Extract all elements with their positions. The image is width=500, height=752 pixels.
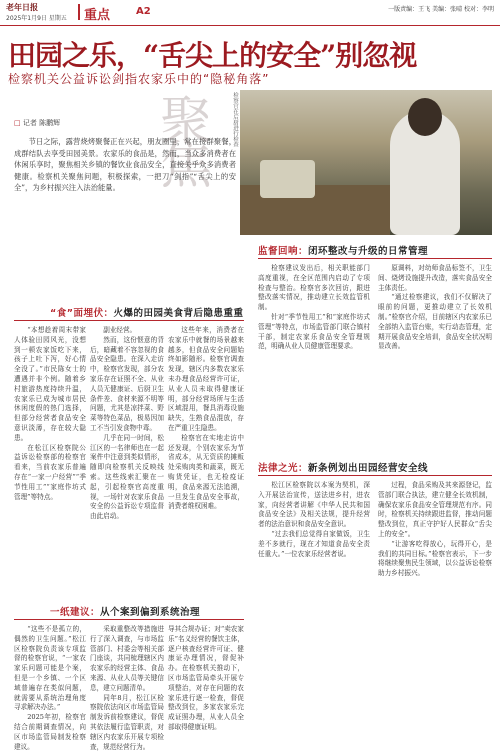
photo-head-shape: [408, 98, 442, 136]
section-rule: [14, 320, 244, 321]
section-column: [90, 326, 164, 594]
section-divider: [78, 4, 80, 20]
paragraph: “通过检察建议，我们不仅解决了眼前的问题，更推动建立了长效机制。”检察官介绍，目前辖区内农家乐已全部纳入监管台账，实行动态管理，定期开展食品安全培训，食品安全状况明显改善。: [378, 293, 492, 351]
article-photo: [240, 90, 492, 235]
section-column: 导其合规办证；对“卖农家乐”名义经营的餐饮主体，逐户核查经营许可证、健康证办理情况，督促补办。在检察机关推动下，区市场监管局牵头开展专项整治，对存在问题的农家乐进行逐一检查，督促整改到位，多家农家乐完成证照办理，从业人员全部取得健康证明。: [168, 625, 244, 731]
paragraph: 采取重整改等措施进行了深入调查，与市场监管部门、村委会等相关部门座谈，共同梳理辖区内农家乐的经营主体、食品来源、从业人员等关键信息，建立问题清单。: [90, 625, 164, 692]
section-heading-law: [258, 460, 428, 474]
paragraph: 针对“季节性用工”和“家庭作坊式管理”等特点，市场监管部门联合镇村干部，制定农家乐食品安全管理规范，明确从业人员健康管理要求。: [258, 312, 370, 351]
newspaper-logo: 老年日报: [6, 2, 38, 12]
section-column: [90, 625, 164, 751]
section-rule: [258, 258, 492, 259]
section-column: [14, 326, 86, 594]
section-rule: [258, 475, 492, 476]
section-column: [168, 326, 244, 594]
section-column: [258, 481, 370, 743]
section-title: 新条例划出田园经营安全线: [308, 463, 429, 474]
paragraph: 过程，食品采购及其来源登记，监管部门联合执法，建立健全长效机制，确保农家乐食品安全管理规范有序。同时，检察机关持续跟进监督，推动问题整改到位，真正守护好人民群众“舌尖上的安全”。: [378, 481, 492, 538]
paragraph: 检察建议发出后，相关职能部门高度重视，在全区范围内启动了专项检查与整治。检察官多次回访，跟进整改落实情况，推动建立长效监管机制。: [258, 264, 370, 312]
byline-text: 记者 陈鹏辉: [22, 119, 61, 127]
section-column: [378, 264, 492, 460]
paragraph: 在松江区检察院公益诉讼检察部的检察官看来，当前农家乐普遍存在“一家一户经营”“季节性用工”“家庭作坊式管理”等特点。: [14, 443, 86, 501]
paragraph: 同年8月，松江区检察院依法向区市场监管局制发诉前检察建议，督促其依法履行监管职责，对辖区内农家乐开展专项检查，规范经营行为。: [90, 693, 164, 751]
paragraph: 原调料，对幼师食品标签不，卫生间、烧烤设施提升改造，落实食品安全主体责任。: [378, 264, 492, 292]
section-title: 闭环整改与升级的日常管理: [308, 246, 429, 257]
section-label: 一纸建议：: [50, 607, 101, 618]
section-heading-hidden-risks: [50, 305, 244, 319]
section-column: [378, 481, 492, 743]
section-heading-recommendation: [50, 604, 200, 618]
article-subheadline: 检察机关公益诉讼剑指农家乐中的“隐秘角落”: [8, 72, 270, 86]
section-column: [14, 625, 86, 751]
watermark-seal: 聚焦: [160, 92, 213, 196]
paragraph: “过去我们总觉得自家做饭，卫生差不多就行，现在才知道食品安全责任重大。”一位农家乐经营者说。: [258, 529, 370, 558]
byline-mark: □: [14, 119, 21, 127]
section-title: 火爆的田园美食背后隐患重重: [113, 308, 244, 319]
paragraph: 松江区检察院以本案为契机，深入开展法治宣传，送法进乡村，进农家，向经营者讲解《中华人民共和国食品安全法》及相关法规，提升经营者的法治意识和食品安全意识。: [258, 481, 370, 529]
paragraph: 2025年初，检察官结合前期调查情况，向区市场监管局制发检察建议。: [14, 713, 86, 751]
section-rule: [14, 619, 244, 620]
photo-caption: 检察官在后厨进行检查: [232, 92, 238, 147]
paragraph: 几乎在同一时间，松江区的一名律师也在一起案件中注意到类似情形，随即向检察机关反映线索。这些线索汇聚在一起，引起检察官高度重视，一场针对农家乐食品安全的公益诉讼专项监督由此启动。: [90, 433, 164, 521]
section-title: 从个案到偏到系统治理: [100, 607, 201, 618]
paragraph: 然而，这份惬意的背后，暗藏着不容忽视的食品安全隐患。在深入走访中，检察官发现，部分农家乐存在证照不全、从业人员无健康证、后厨卫生条件差、食材来源不明等问题，尤其是凉拌菜、野菜等特色菜品，极易因加工不当引发食物中毒。: [90, 335, 164, 432]
paragraph: 检察官在实地走访中还发现，个别农家乐为节省成本，从无资质的摊贩处采购肉类和蔬菜，既无购货凭证，也无检疫证明，食品来源无法追溯，一旦发生食品安全事故，消费者维权困难。: [168, 433, 244, 511]
section-heading-supervision: [258, 243, 428, 257]
paragraph: “这些不是孤立的，偶然的卫生问题。”松江区检察院负责该专项监督的检察官说，“一家农家乐问题可能是个案，但是一个乡镇、一个区域普遍存在类似问题，就需要从系统治理角度寻求解决办法。”: [14, 625, 86, 712]
editor-credits: 一版责编：王飞 美编：张晴 校对：李明: [388, 6, 494, 13]
section-column: [258, 264, 370, 460]
section-label: 法律之光：: [258, 463, 309, 474]
paragraph: 这些年来，消费者在农家乐中就餐的场景越来越多，但食品安全问题始终如影随形。检察官调查发现，辖区内多数农家乐未办理食品经营许可证，从业人员未取得健康证明，部分经营场所与生活区域混用，餐具消毒设施缺失，生熟食品混放，存在严重卫生隐患。: [168, 326, 244, 432]
section-label: 监督回响：: [258, 246, 309, 257]
paragraph: 副业经营。: [103, 326, 137, 334]
article-lead: 节日之际，露营烧烤聚餐正在兴起，朋友圈里，常在接群聚餐，成群结队去享受田园美景。农家乐的食品是，然而，当众多消费者在休闲乐享时，聚焦相关乡镇的餐饮业食品安全，直接关乎众多消费者健康。检察机关聚焦问题，积极探索，一把刀“剑指”“舌尖上的安全”，为乡村振兴注入法治能量。: [14, 137, 236, 193]
section-name: 重点: [84, 8, 111, 23]
paragraph: “本想趁着周末带家人体验田园风光，没想到一顿农家饭吃下来，孩子上吐下泻，好心情全没了。”市民陈女士的遭遇并非个例。随着乡村旅游热度持续升温，农家乐已成为城市居民休闲度假的热门选择，但部分经营者食品安全意识淡薄，存在较大隐患。: [14, 326, 86, 442]
section-label: “食”面埋伏：: [50, 308, 114, 319]
page-number: A2: [136, 6, 151, 17]
photo-bag-shape: [260, 160, 315, 198]
masthead: [0, 0, 500, 26]
article-headline: 田园之乐，“舌尖上的安全”别忽视: [8, 39, 417, 72]
issue-date: 2025年1月9日 星期五: [6, 15, 67, 22]
paragraph: “让游客吃得放心，玩得开心，是我们的共同目标。”检察官表示，下一步将继续聚焦民生领域，以公益诉讼检察助力乡村振兴。: [378, 539, 492, 578]
byline: [14, 118, 60, 128]
